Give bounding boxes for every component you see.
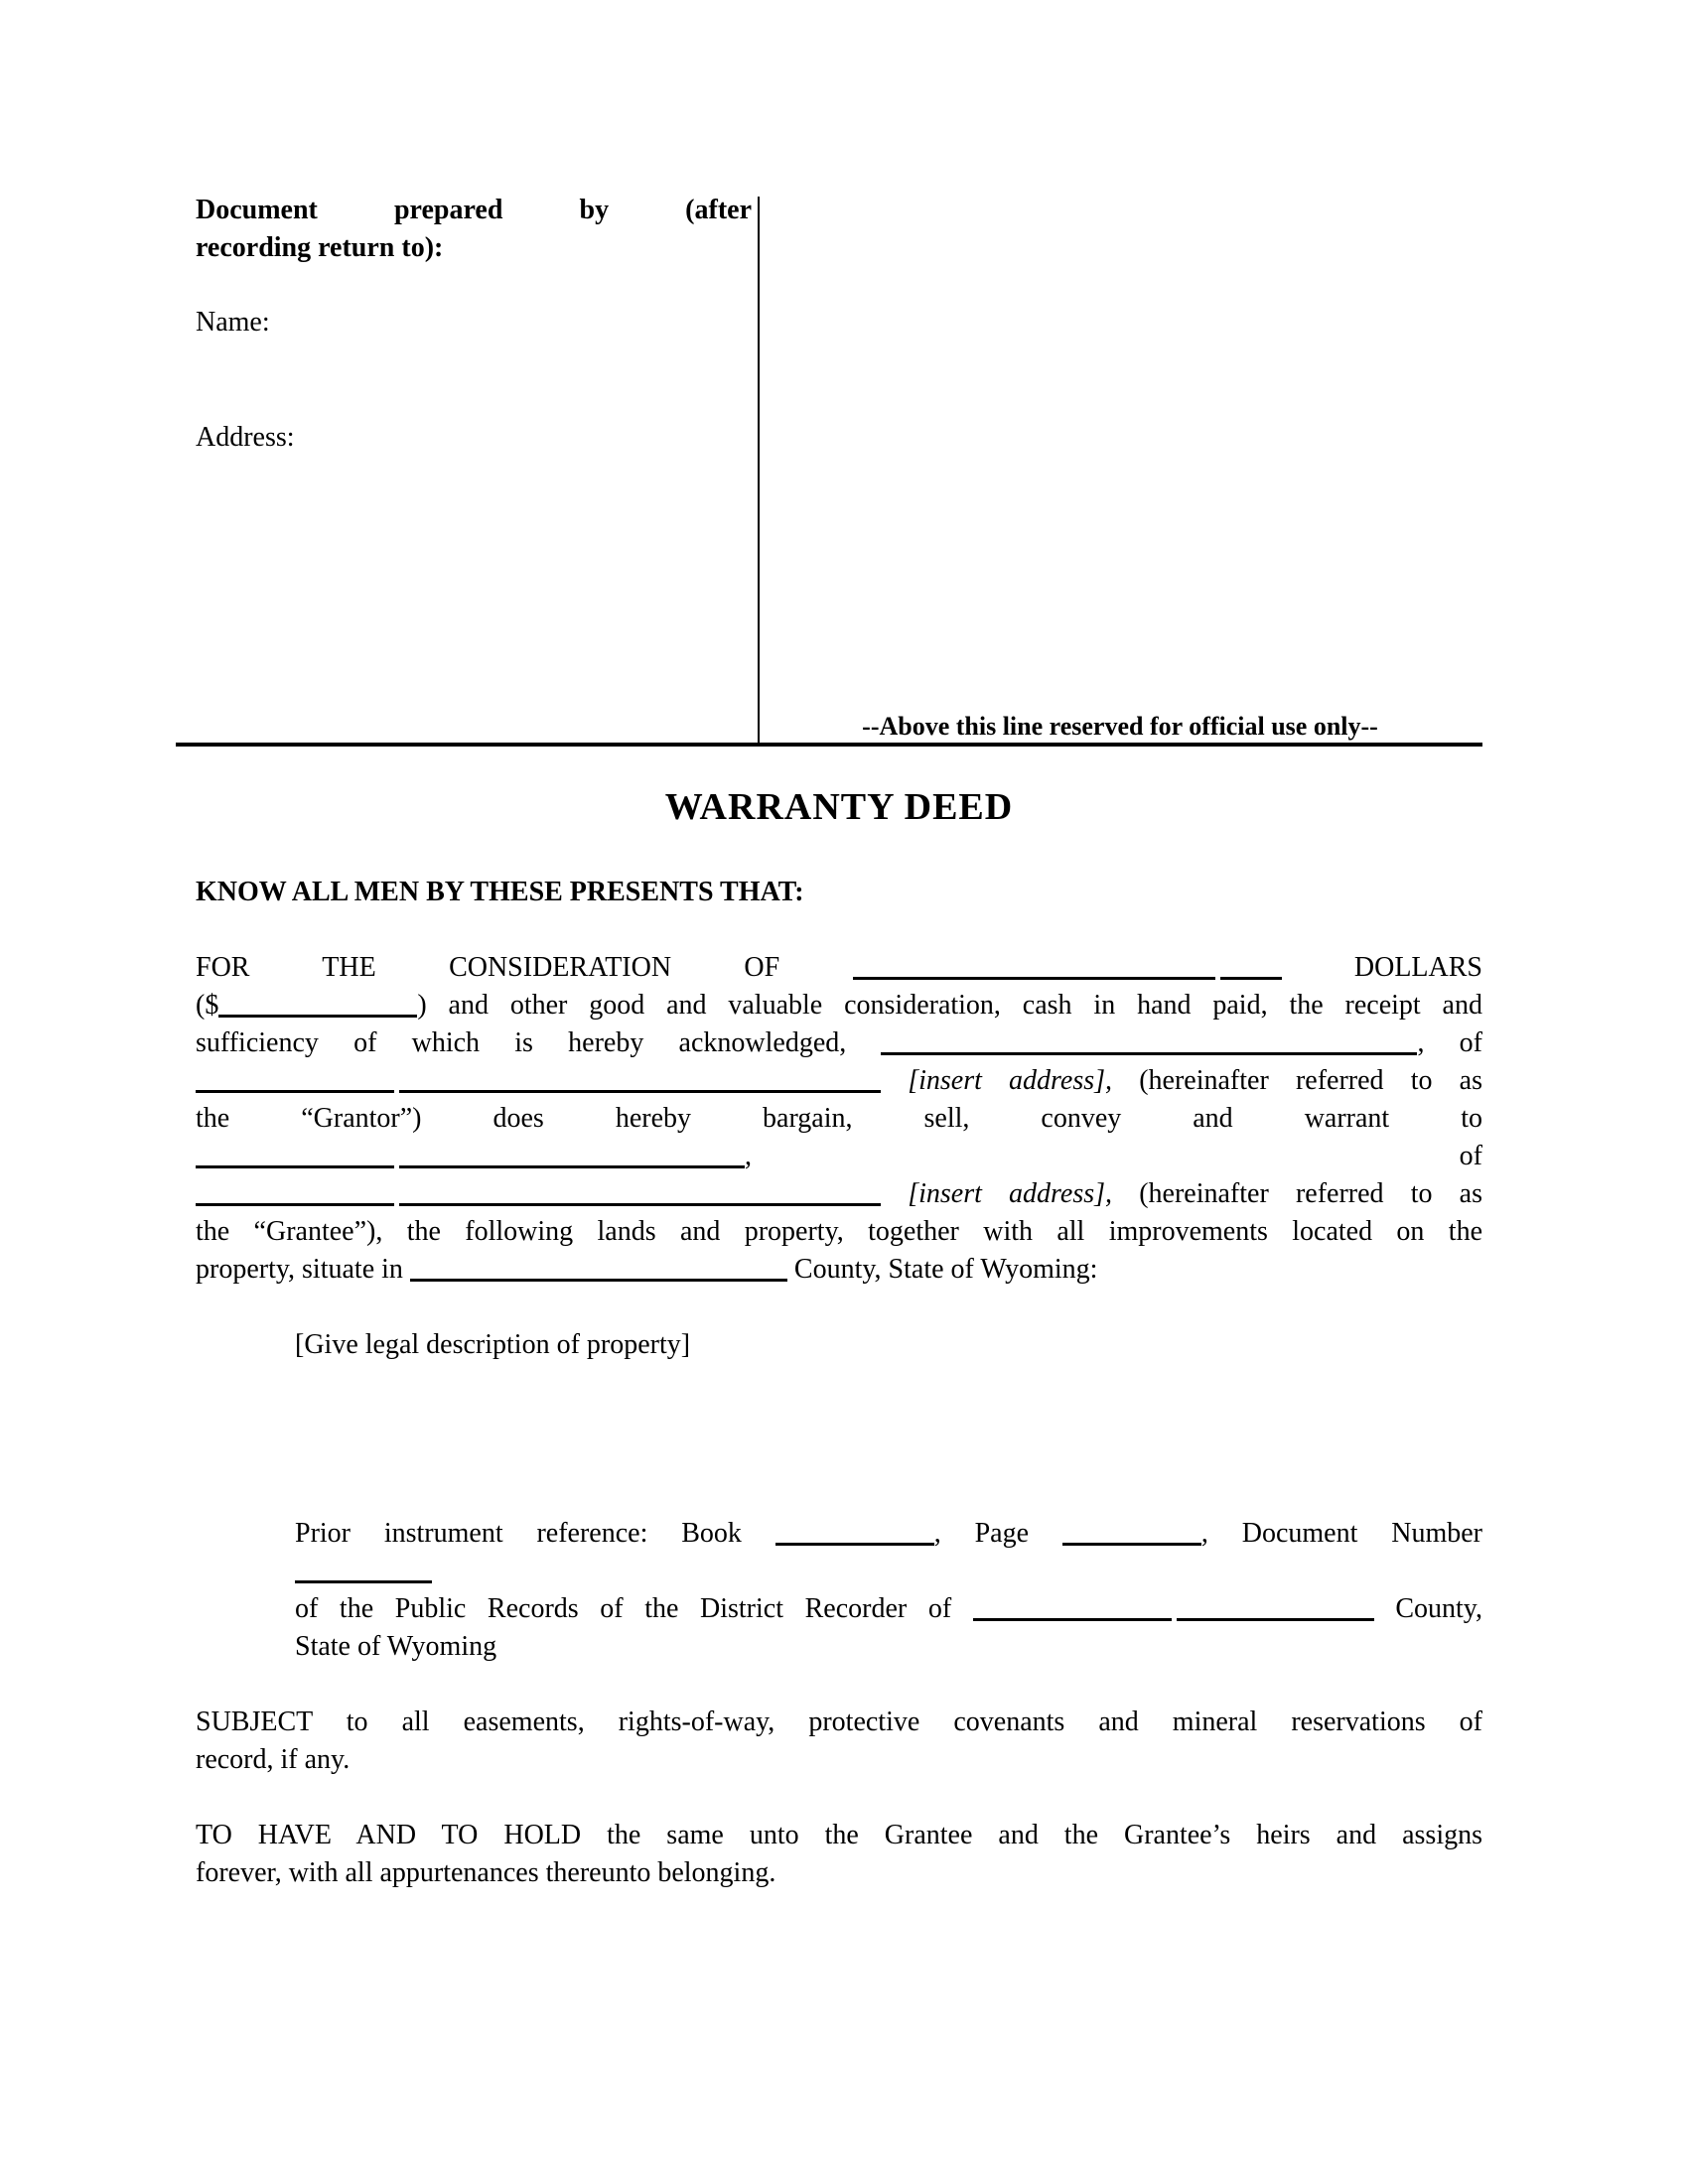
blank-field[interactable]	[881, 1024, 1417, 1062]
blank-field[interactable]	[295, 1553, 432, 1590]
text-line: [insert address], (hereinafter referred to as	[196, 1175, 1482, 1213]
text-line: property, situate in County, State of Wyoming:	[196, 1251, 1482, 1289]
blank-field[interactable]	[410, 1251, 787, 1289]
habendum-clause-paragraph	[196, 1817, 1482, 1892]
blank-field[interactable]	[196, 1175, 881, 1213]
text-line: recording return to):	[196, 232, 444, 263]
blank-line-segment[interactable]	[196, 1165, 394, 1168]
deed-body	[196, 751, 1482, 1892]
header-rule	[176, 743, 1482, 747]
column-divider-line	[758, 197, 760, 743]
blank-field[interactable]	[853, 949, 1282, 987]
blank-line-segment[interactable]	[295, 1580, 432, 1583]
blank-field[interactable]	[196, 1062, 881, 1100]
blank-line-segment[interactable]	[973, 1618, 1172, 1621]
blank-line-segment[interactable]	[218, 1015, 417, 1018]
text-line: State of Wyoming	[295, 1631, 497, 1662]
text-line: the “Grantee”), the following lands and property, together with all improvements located on the	[196, 1216, 1482, 1247]
text-line: of the Public Records of the District Recorder of County,	[295, 1590, 1482, 1628]
consideration-paragraph	[196, 949, 1482, 1289]
blank-field[interactable]	[775, 1515, 934, 1553]
text-line: sufficiency of which is hereby acknowledged, , of	[196, 1024, 1482, 1062]
italic-placeholder-text: [insert address],	[908, 1178, 1113, 1209]
text-line: Prior instrument reference: Book , Page , Document Number	[295, 1515, 1482, 1553]
prepared-by-heading	[196, 192, 752, 267]
blank-line-segment[interactable]	[1062, 1543, 1201, 1546]
presents-heading: KNOW ALL MEN BY THESE PRESENTS THAT:	[196, 877, 804, 907]
blank-line-segment[interactable]	[410, 1279, 787, 1282]
document-title: WARRANTY DEED	[664, 786, 1014, 828]
text-line: FOR THE CONSIDERATION OF DOLLARS	[196, 949, 1482, 987]
text-line: , of	[196, 1138, 1482, 1175]
blank-field[interactable]	[973, 1590, 1374, 1628]
text-line	[295, 1553, 1482, 1590]
text-line: SUBJECT to all easements, rights-of-way, protective covenants and mineral reservations of	[196, 1706, 1482, 1737]
blank-field[interactable]	[218, 987, 417, 1024]
blank-line-segment[interactable]	[196, 1203, 394, 1206]
blank-line-segment[interactable]	[399, 1090, 881, 1093]
blank-line-segment[interactable]	[853, 977, 1215, 980]
blank-line-segment[interactable]	[881, 1052, 1417, 1055]
italic-placeholder-text: [insert address],	[908, 1065, 1113, 1096]
text-line: the “Grantor”) does hereby bargain, sell, convey and warrant to	[196, 1103, 1482, 1134]
blank-line-segment[interactable]	[399, 1203, 881, 1206]
recording-header	[176, 192, 1482, 747]
blank-line-segment[interactable]	[399, 1165, 745, 1168]
blank-field[interactable]	[1062, 1515, 1201, 1553]
blank-field[interactable]	[196, 1138, 745, 1175]
text-line: record, if any.	[196, 1744, 351, 1775]
prior-instrument-paragraph	[295, 1515, 1482, 1666]
text-line: ($ ) and other good and valuable consideration, cash in hand paid, the receipt and	[196, 987, 1482, 1024]
name-label: Name:	[196, 307, 270, 338]
text-line: [Give legal description of property]	[295, 1329, 691, 1360]
text-line: TO HAVE AND TO HOLD the same unto the Grantee and the Grantee’s heirs and assigns	[196, 1820, 1482, 1850]
blank-line-segment[interactable]	[1220, 977, 1282, 980]
address-label: Address:	[196, 422, 295, 453]
text-line: Document prepared by (after	[196, 195, 752, 225]
blank-line-segment[interactable]	[775, 1543, 934, 1546]
blank-line-segment[interactable]	[196, 1090, 394, 1093]
text-line: [insert address], (hereinafter referred to as	[196, 1062, 1482, 1100]
blank-line-segment[interactable]	[1177, 1618, 1374, 1621]
legal-description-placeholder	[295, 1326, 1482, 1364]
official-use-note: --Above this line reserved for official use only--	[862, 712, 1378, 741]
subject-clause-paragraph	[196, 1704, 1482, 1779]
text-line: forever, with all appurtenances thereunto belonging.	[196, 1857, 776, 1888]
